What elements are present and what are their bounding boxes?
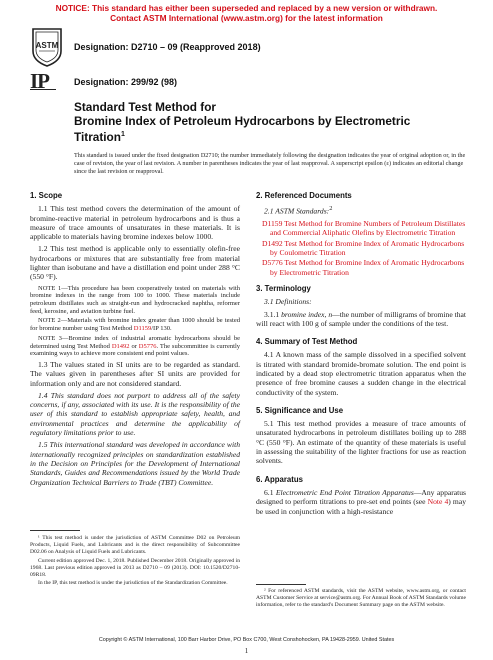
document-title bbox=[74, 101, 434, 144]
section-6-heading: 6. Apparatus bbox=[256, 474, 303, 484]
para-1-4: 1.4 This standard does not purport to address all of the safety concerns, if any, associated with its use. It is the responsibility of the user of this standard to establish appropriate safety, health, and environmental practices and determine the applicability of regulatory limitations prior to use. bbox=[30, 390, 240, 438]
ref-d1492: D1492 Test Method for Bromine Index of Aromatic Hydrocarbons by Coulometric Titration bbox=[262, 238, 465, 258]
title-line-1: Standard Test Method for bbox=[74, 100, 217, 114]
note-1: NOTE 1—This procedure has been cooperatively tested on materials with bromine indexes in the range from 100 to 1000. These materials include petroleum distillates such as straight-run and hydrocracked naphtha, reformer feed, kerosine, and aviation turbine fuel. bbox=[30, 284, 240, 315]
para-1-5: 1.5 This international standard was developed in accordance with internationally recognized principles on standardization established in the Decision on Principles for the Development of International Standards, Guides and Recommendations issued by the World Trade Organization Technical Barriers to Trade (TBT) Committee. bbox=[30, 440, 240, 487]
title-footnote-ref[interactable]: 1 bbox=[120, 131, 125, 138]
left-column bbox=[30, 191, 240, 490]
link-d1492[interactable]: D1492 bbox=[262, 238, 283, 248]
para-1-3: 1.3 The values stated in SI units are to be regarded as standard. The values given in parentheses after SI units are provided for information only and are not considered standard. bbox=[30, 360, 240, 388]
designation-astm: Designation: D2710 – 09 (Reapproved 2018) bbox=[74, 42, 261, 52]
link-d1159[interactable]: D1159 bbox=[262, 219, 283, 229]
ref-d5776: D5776 Test Method for Bromine Index of Aromatic Hydrocarbons by Electrometric Titration bbox=[262, 258, 465, 277]
footnote-divider-right bbox=[256, 584, 306, 585]
designation-ip: Designation: 299/92 (98) bbox=[74, 77, 178, 87]
para-5-1: 5.1 This test method provides a measure of trace amounts of unsaturated hydrocarbons in petroleum distillates boiling up to 288 °C (550 °F). An estimate of the quantity of these materials is useful in assessing the suitability of the lighter fractions for use as reaction solvents. bbox=[256, 419, 466, 466]
note-2: NOTE 2—Materials with bromine index greater than 1000 should be tested for bromine number using Test Method D1159/IP 130. bbox=[30, 317, 240, 333]
notice-banner bbox=[0, 3, 493, 23]
title-line-2: Bromine Index of Petroleum Hydrocarbons by Electrometric bbox=[74, 113, 411, 128]
page-number: 1 bbox=[244, 647, 249, 655]
footnote-divider-left bbox=[30, 530, 80, 531]
right-column bbox=[256, 191, 466, 519]
note-3: NOTE 3—Bromine index of industrial aromatic hydrocarbons should be determined using Test Method D1492 or D5776. The subcommittee is currently examining ways to achieve more consistent end point values. bbox=[30, 334, 241, 358]
section-3-heading: 3. Terminology bbox=[256, 283, 311, 293]
section-1-heading: 1. Scope bbox=[30, 191, 63, 200]
footnote-2-ref[interactable]: 2 bbox=[329, 205, 333, 213]
notice-line-1: NOTICE: This standard has either been superseded and replaced by a new version or withdrawn. bbox=[55, 3, 438, 13]
section-2-heading: 2. Referenced Documents bbox=[256, 191, 352, 200]
title-line-3: Titration bbox=[74, 129, 121, 144]
notice-line-2: Contact ASTM International (www.astm.org) for the latest information bbox=[110, 13, 383, 23]
footnote-1-ip: In the IP, this test method is under the jurisdiction of the Standardization Committee. bbox=[38, 580, 228, 586]
ip-logo-icon bbox=[30, 70, 56, 92]
ref-d1159: D1159 Test Method for Bromine Numbers of Petroleum Distillates and Commercial Aliphatic Olefins by Electrometric Titration bbox=[262, 219, 466, 238]
ip-logo-text: IP bbox=[30, 69, 49, 93]
link-d1159-note[interactable]: D1159 bbox=[133, 325, 152, 333]
footnote-1: ¹ This test method is under the jurisdiction of ASTM Committee D02 on Petroleum Products, Liquid Fuels, and Lubricants and is the direct responsibility of Subcommittee D02.06 on Analysis of Liquid Fuels and Lubricants. bbox=[30, 535, 240, 555]
footnote-1-edition: Current edition approved Dec. 1, 2018. Published December 2018. Originally approved in 1968. Last previous edition approved in 2013 as D2710 – 09 (2013). DOI: 10.1520/D2710-09R18. bbox=[30, 557, 240, 578]
footnote-2: ² For referenced ASTM standards, visit the ASTM website, www.astm.org, or contact ASTM Customer Service at service@astm.org. For Annual Book of ASTM Standards volume information, refer to the standard's Document Summary page on the ASTM website. bbox=[256, 588, 466, 608]
link-d5776[interactable]: D5776 bbox=[262, 258, 283, 268]
para-1-1: 1.1 This test method covers the determination of the amount of bromine-reactive material in petroleum hydrocarbons and is thus a measure of trace amounts of unsaturates in these materials. It is applicable to materials having bromine indexes below 1000. bbox=[30, 204, 240, 242]
footnotes-right bbox=[256, 588, 466, 611]
link-note-4[interactable]: Note 4 bbox=[427, 497, 449, 507]
para-3-1-1: 3.1.1 bromine index, n—the number of milligrams of bromine that will react with 100 g of sample under the conditions of the test. bbox=[256, 309, 466, 328]
footnotes-left bbox=[30, 535, 240, 589]
astm-logo-icon bbox=[30, 27, 64, 67]
para-6-1: 6.1 Electrometric End Point Titration Apparatus—Any apparatus designed to perform titrations to pre-set end points (see Note 4) may be used in conjunction with a high-resistance bbox=[256, 487, 466, 516]
para-4-1: 4.1 A known mass of the sample dissolved in a specified solvent is titrated with standard bromide-bromate solution. The end point is indicated by a dead stop electrometric titration apparatus when the presence of free bromine causes a sudden change in the electrical conductivity of the system. bbox=[256, 350, 466, 397]
svg-text:ASTM: ASTM bbox=[35, 41, 59, 50]
para-3-1: 3.1 Definitions: bbox=[264, 297, 312, 307]
para-2-1: 2.1 ASTM Standards:$^2$ bbox=[264, 205, 333, 216]
link-d5776-note[interactable]: D5776 bbox=[138, 342, 157, 350]
issued-statement: This standard is issued under the fixed designation D2710; the number immediately following the designation indicates the year of original adoption or, in the case of revision, the year of last revision. A number in parentheses indicates the year of last reapproval. A superscript epsilon (ε) indicates an editorial change since the last revision or reapproval. bbox=[74, 152, 466, 175]
section-5-heading: 5. Significance and Use bbox=[256, 405, 344, 415]
para-1-2: 1.2 This test method is applicable only to essentially olefin-free hydrocarbons or mixtures that are substantially free from material lighter than isobutane and have a distillation end point under 288 °C (550 °F). bbox=[30, 244, 240, 282]
link-d1492-note[interactable]: D1492 bbox=[111, 342, 130, 350]
copyright-footer: Copyright © ASTM International, 100 Barr Harbor Drive, PO Box C700, West Conshohocken, PA 19428-2959. United States bbox=[98, 637, 395, 643]
section-4-heading: 4. Summary of Test Method bbox=[256, 337, 358, 347]
